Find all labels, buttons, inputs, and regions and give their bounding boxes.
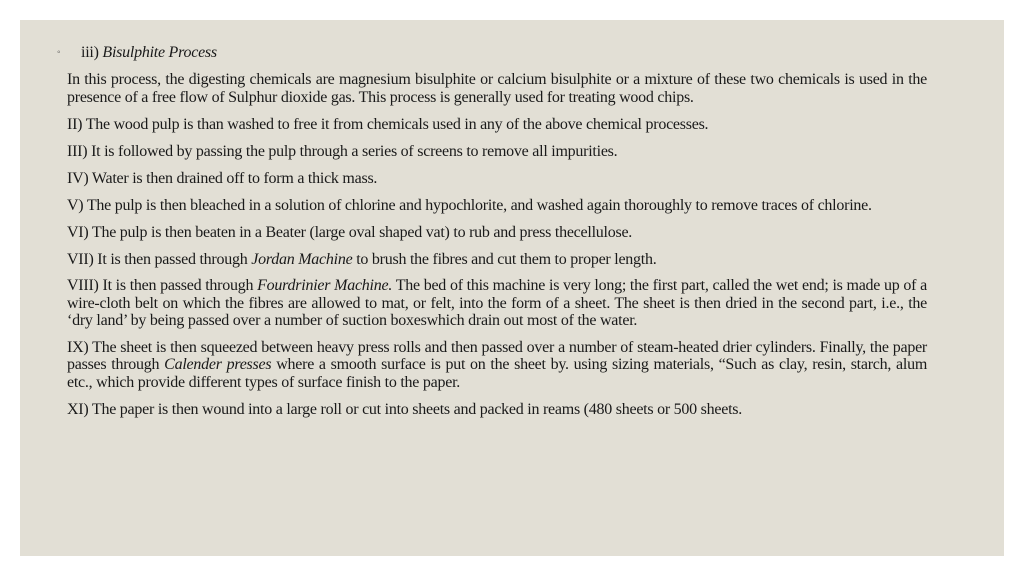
hollow-circle-bullet-icon: ◦ <box>57 47 61 58</box>
paragraph-step-5 <box>67 197 927 214</box>
paragraph-step-3 <box>67 143 927 160</box>
text: XI) The paper is then wound into a large roll or cut into sheets and packed in reams (480 sheets or 500 sheets. <box>67 400 743 418</box>
heading-title: Bisulphite Process <box>102 44 217 61</box>
text: II) The wood pulp is than washed to free it from chemicals used in any of the above chemical processes. <box>67 115 709 133</box>
section-heading <box>57 44 927 61</box>
paragraph-step-11 <box>67 401 927 418</box>
paragraph-step-4 <box>67 170 927 187</box>
paragraph-intro <box>67 71 927 106</box>
text: IX) The sheet is then squeezed between heavy press rolls and then passed over a number of steam-heated drier cylinders. Finally, the paper passes through <box>67 339 927 374</box>
text: VI) The pulp is then beaten in a Beater (large oval shaped vat) to rub and press thecellulose. <box>67 223 633 241</box>
slide-content <box>57 44 928 428</box>
paragraph-step-8 <box>67 277 927 329</box>
text: VIII) It is then passed through <box>67 277 258 295</box>
heading-number: iii) <box>81 44 99 61</box>
paragraph-step-2 <box>67 116 927 133</box>
slide <box>20 20 1004 556</box>
paragraph-step-9 <box>67 339 927 391</box>
text: V) The pulp is then bleached in a solution of chlorine and hypochlorite, and washed again thoroughly to remove traces of chlorine. <box>67 196 872 214</box>
text: VII) It is then passed through <box>67 250 252 268</box>
paragraph-step-7 <box>67 251 927 268</box>
text: to brush the fibres and cut them to proper length. <box>352 250 657 268</box>
italic-term: Jordan Machine <box>251 250 353 268</box>
italic-term: Calender presses <box>164 356 272 374</box>
text: In this process, the digesting chemicals are magnesium bisulphite or calcium bisulphite or a mixture of these two chemicals is used in the presence of a free flow of Sulphur dioxide gas. This process is generally used for treating wood chips. <box>67 71 927 106</box>
italic-term: Fourdrinier Machine. <box>257 277 393 295</box>
text: where a smooth surface is put on the sheet by. using sizing materials, “Such as clay, resin, starch, alum etc., which provide different types of surface finish to the paper. <box>67 356 928 391</box>
text: IV) Water is then drained off to form a thick mass. <box>67 169 378 187</box>
text: III) It is followed by passing the pulp through a series of screens to remove all impurities. <box>67 142 618 160</box>
text: The bed of this machine is very long; the first part, called the wet end; is made up of a wire-cloth belt on which the fibres are allowed to mat, or felt, into the form of a sheet. The sheet is then dried in the second part, i.e., the ‘dry land’ by being passed over a number of suction boxeswhich drain out most of the water. <box>67 277 928 330</box>
paragraph-step-6 <box>67 224 927 241</box>
